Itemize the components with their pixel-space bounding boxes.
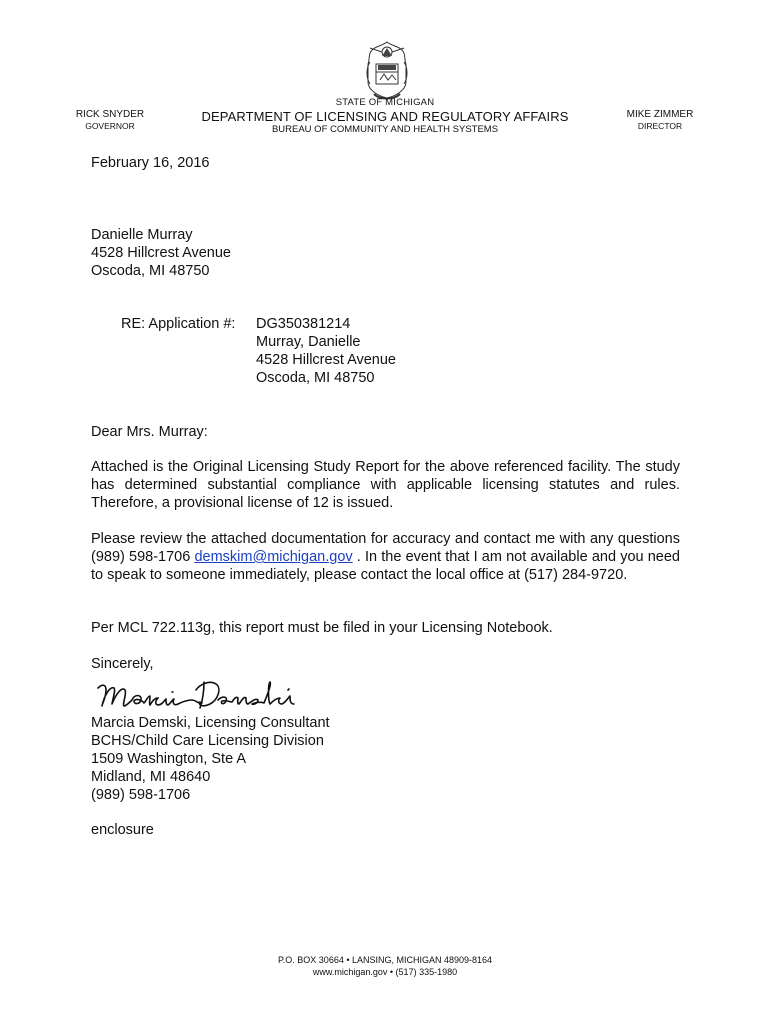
state-seal-icon	[358, 38, 416, 102]
closing: Sincerely,	[91, 656, 154, 672]
re-label: RE: Application #:	[121, 316, 236, 332]
letterhead-bureau: BUREAU OF COMMUNITY AND HEALTH SYSTEMS	[271, 124, 499, 135]
director-title: DIRECTOR	[637, 121, 683, 131]
signature-line: 1509 Washington, Ste A	[91, 751, 247, 767]
salutation: Dear Mrs. Murray:	[91, 424, 208, 440]
footer-contact: www.michigan.gov • (517) 335-1980	[312, 967, 458, 977]
signature-image	[92, 672, 307, 714]
letterhead-department: DEPARTMENT OF LICENSING AND REGULATORY AFFAIRS	[201, 109, 569, 124]
email-link[interactable]: demskim@michigan.gov	[194, 549, 353, 565]
governor-name: RICK SNYDER	[75, 109, 145, 120]
enclosure-note: enclosure	[91, 822, 154, 838]
paragraph-notebook: Per MCL 722.113g, this report must be filed in your Licensing Notebook.	[91, 620, 553, 636]
paragraph-contact	[91, 530, 680, 584]
paragraph-report: Attached is the Original Licensing Study Report for the above referenced facility. The study has determined substantial compliance with applicable licensing statutes and rules. Therefore, a provisional license of 12 is issued.	[91, 459, 680, 511]
governor-title: GOVERNOR	[85, 121, 135, 131]
signature-block	[91, 714, 330, 804]
re-line: 4528 Hillcrest Avenue	[256, 352, 396, 368]
re-details	[256, 315, 396, 387]
footer-address: P.O. BOX 30664 • LANSING, MICHIGAN 48909-8164	[277, 955, 493, 965]
letterhead-state: STATE OF MICHIGAN	[335, 97, 435, 108]
signature-line: BCHS/Child Care Licensing Division	[91, 733, 324, 749]
recipient-line: 4528 Hillcrest Avenue	[91, 245, 231, 261]
director-name: MIKE ZIMMER	[626, 109, 694, 120]
re-line: DG350381214	[256, 316, 351, 332]
recipient-line: Danielle Murray	[91, 227, 193, 243]
paragraph-contact-text: Please review the attached documentation for accuracy and contact me with any questions (989) 598-1706	[91, 531, 680, 565]
re-line: Murray, Danielle	[256, 334, 361, 350]
signature-line: (989) 598-1706	[91, 787, 191, 803]
recipient-address	[91, 226, 231, 280]
re-line: Oscoda, MI 48750	[256, 370, 375, 386]
paragraph-contact-text-end: . In the event that I am not available and you need to speak to someone immediately, please contact the local office at (517) 284-9720.	[91, 549, 680, 583]
recipient-line: Oscoda, MI 48750	[91, 263, 210, 279]
letter-date: February 16, 2016	[91, 155, 210, 171]
signature-line: Midland, MI 48640	[91, 769, 211, 785]
signature-line: Marcia Demski, Licensing Consultant	[91, 715, 330, 731]
